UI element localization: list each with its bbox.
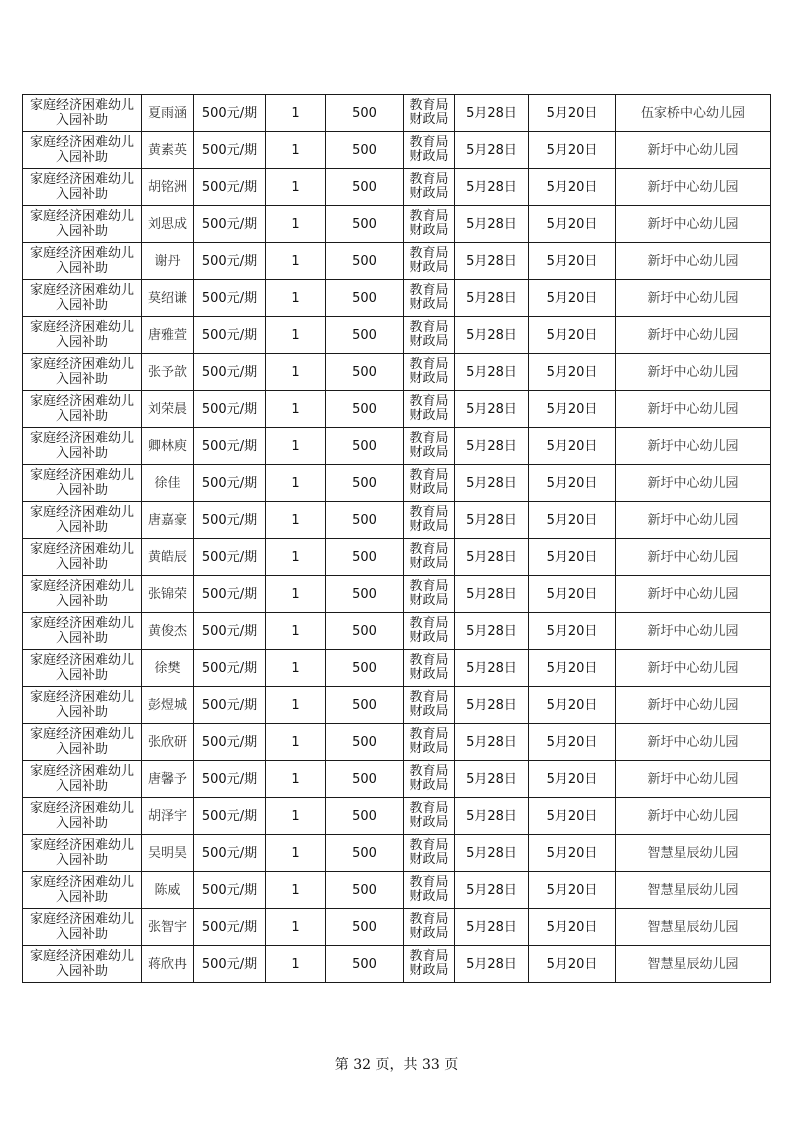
table-row [23,761,771,798]
child-name-cell: 胡铭洲 [142,169,194,206]
department-cell: 教育局财政局 [404,909,455,946]
department-cell: 教育局财政局 [404,502,455,539]
child-name-cell: 谢丹 [142,243,194,280]
table-row [23,946,771,983]
kindergarten-cell: 新圩中心幼儿园 [616,280,771,317]
date-cell: 5月20日 [529,428,616,465]
count-cell: 1 [266,169,326,206]
child-name-cell: 黄素英 [142,132,194,169]
department-cell: 教育局财政局 [404,539,455,576]
department-cell: 教育局财政局 [404,872,455,909]
date-cell: 5月20日 [529,724,616,761]
date-cell: 5月20日 [529,280,616,317]
subsidy-item-cell: 家庭经济困难幼儿入园补助 [23,465,142,502]
standard-cell: 500元/期 [194,539,266,576]
standard-cell: 500元/期 [194,613,266,650]
date-cell: 5月28日 [455,650,529,687]
date-cell: 5月20日 [529,835,616,872]
date-cell: 5月28日 [455,946,529,983]
date-cell: 5月28日 [455,909,529,946]
table-row [23,169,771,206]
count-cell: 1 [266,391,326,428]
standard-cell: 500元/期 [194,206,266,243]
date-cell: 5月28日 [455,798,529,835]
amount-cell: 500 [326,132,404,169]
amount-cell: 500 [326,835,404,872]
table-row [23,835,771,872]
department-cell: 教育局财政局 [404,687,455,724]
subsidy-item-cell: 家庭经济困难幼儿入园补助 [23,317,142,354]
date-cell: 5月28日 [455,576,529,613]
child-name-cell: 蒋欣冉 [142,946,194,983]
table-row [23,798,771,835]
amount-cell: 500 [326,169,404,206]
amount-cell: 500 [326,206,404,243]
date-cell: 5月20日 [529,95,616,132]
department-cell: 教育局财政局 [404,280,455,317]
table-row [23,317,771,354]
amount-cell: 500 [326,798,404,835]
standard-cell: 500元/期 [194,835,266,872]
table-row [23,576,771,613]
table-row [23,872,771,909]
subsidy-item-cell: 家庭经济困难幼儿入园补助 [23,243,142,280]
department-cell: 教育局财政局 [404,576,455,613]
page-footer: 第 32 页，共 33 页 [334,1057,459,1073]
table-row [23,280,771,317]
amount-cell: 500 [326,687,404,724]
standard-cell: 500元/期 [194,391,266,428]
date-cell: 5月20日 [529,502,616,539]
count-cell: 1 [266,465,326,502]
department-cell: 教育局财政局 [404,724,455,761]
subsidy-item-cell: 家庭经济困难幼儿入园补助 [23,206,142,243]
date-cell: 5月28日 [455,835,529,872]
count-cell: 1 [266,502,326,539]
amount-cell: 500 [326,650,404,687]
standard-cell: 500元/期 [194,280,266,317]
subsidy-item-cell: 家庭经济困难幼儿入园补助 [23,909,142,946]
date-cell: 5月28日 [455,872,529,909]
subsidy-item-cell: 家庭经济困难幼儿入园补助 [23,95,142,132]
subsidy-item-cell: 家庭经济困难幼儿入园补助 [23,576,142,613]
date-cell: 5月20日 [529,761,616,798]
subsidy-table [22,94,771,983]
count-cell: 1 [266,613,326,650]
table-row [23,687,771,724]
count-cell: 1 [266,206,326,243]
count-cell: 1 [266,576,326,613]
kindergarten-cell: 新圩中心幼儿园 [616,206,771,243]
date-cell: 5月28日 [455,132,529,169]
child-name-cell: 唐嘉豪 [142,502,194,539]
date-cell: 5月20日 [529,650,616,687]
subsidy-item-cell: 家庭经济困难幼儿入园补助 [23,872,142,909]
count-cell: 1 [266,835,326,872]
standard-cell: 500元/期 [194,428,266,465]
amount-cell: 500 [326,576,404,613]
date-cell: 5月20日 [529,872,616,909]
department-cell: 教育局财政局 [404,391,455,428]
subsidy-item-cell: 家庭经济困难幼儿入园补助 [23,613,142,650]
table-body [23,95,771,983]
kindergarten-cell: 新圩中心幼儿园 [616,502,771,539]
department-cell: 教育局财政局 [404,169,455,206]
standard-cell: 500元/期 [194,761,266,798]
table-row [23,539,771,576]
standard-cell: 500元/期 [194,95,266,132]
standard-cell: 500元/期 [194,243,266,280]
child-name-cell: 张予歆 [142,354,194,391]
date-cell: 5月28日 [455,687,529,724]
count-cell: 1 [266,280,326,317]
date-cell: 5月20日 [529,687,616,724]
date-cell: 5月20日 [529,391,616,428]
child-name-cell: 莫绍谦 [142,280,194,317]
date-cell: 5月20日 [529,798,616,835]
kindergarten-cell: 新圩中心幼儿园 [616,761,771,798]
department-cell: 教育局财政局 [404,428,455,465]
subsidy-item-cell: 家庭经济困难幼儿入园补助 [23,280,142,317]
kindergarten-cell: 新圩中心幼儿园 [616,132,771,169]
subsidy-item-cell: 家庭经济困难幼儿入园补助 [23,835,142,872]
kindergarten-cell: 新圩中心幼儿园 [616,576,771,613]
amount-cell: 500 [326,724,404,761]
subsidy-item-cell: 家庭经济困难幼儿入园补助 [23,169,142,206]
count-cell: 1 [266,798,326,835]
kindergarten-cell: 新圩中心幼儿园 [616,539,771,576]
date-cell: 5月20日 [529,169,616,206]
standard-cell: 500元/期 [194,724,266,761]
table-row [23,502,771,539]
department-cell: 教育局财政局 [404,946,455,983]
date-cell: 5月28日 [455,428,529,465]
count-cell: 1 [266,243,326,280]
count-cell: 1 [266,761,326,798]
standard-cell: 500元/期 [194,169,266,206]
department-cell: 教育局财政局 [404,132,455,169]
table-row [23,391,771,428]
date-cell: 5月28日 [455,95,529,132]
date-cell: 5月20日 [529,243,616,280]
count-cell: 1 [266,428,326,465]
kindergarten-cell: 新圩中心幼儿园 [616,169,771,206]
amount-cell: 500 [326,95,404,132]
child-name-cell: 吴明昊 [142,835,194,872]
kindergarten-cell: 新圩中心幼儿园 [616,243,771,280]
table-row [23,465,771,502]
date-cell: 5月20日 [529,354,616,391]
date-cell: 5月28日 [455,280,529,317]
date-cell: 5月20日 [529,206,616,243]
amount-cell: 500 [326,946,404,983]
kindergarten-cell: 新圩中心幼儿园 [616,798,771,835]
kindergarten-cell: 新圩中心幼儿园 [616,465,771,502]
department-cell: 教育局财政局 [404,317,455,354]
date-cell: 5月28日 [455,502,529,539]
amount-cell: 500 [326,317,404,354]
table-row [23,650,771,687]
child-name-cell: 陈威 [142,872,194,909]
child-name-cell: 夏雨涵 [142,95,194,132]
child-name-cell: 徐佳 [142,465,194,502]
kindergarten-cell: 新圩中心幼儿园 [616,650,771,687]
standard-cell: 500元/期 [194,798,266,835]
kindergarten-cell: 新圩中心幼儿园 [616,391,771,428]
child-name-cell: 张锦荣 [142,576,194,613]
standard-cell: 500元/期 [194,650,266,687]
date-cell: 5月28日 [455,465,529,502]
amount-cell: 500 [326,613,404,650]
subsidy-item-cell: 家庭经济困难幼儿入园补助 [23,946,142,983]
child-name-cell: 胡泽宇 [142,798,194,835]
date-cell: 5月20日 [529,465,616,502]
count-cell: 1 [266,539,326,576]
department-cell: 教育局财政局 [404,354,455,391]
standard-cell: 500元/期 [194,946,266,983]
kindergarten-cell: 新圩中心幼儿园 [616,354,771,391]
count-cell: 1 [266,317,326,354]
amount-cell: 500 [326,428,404,465]
amount-cell: 500 [326,909,404,946]
subsidy-item-cell: 家庭经济困难幼儿入园补助 [23,539,142,576]
count-cell: 1 [266,946,326,983]
kindergarten-cell: 智慧星辰幼儿园 [616,835,771,872]
standard-cell: 500元/期 [194,354,266,391]
table-row [23,909,771,946]
child-name-cell: 刘荣晨 [142,391,194,428]
date-cell: 5月20日 [529,539,616,576]
date-cell: 5月28日 [455,613,529,650]
date-cell: 5月20日 [529,317,616,354]
kindergarten-cell: 智慧星辰幼儿园 [616,909,771,946]
date-cell: 5月28日 [455,169,529,206]
child-name-cell: 张欣研 [142,724,194,761]
kindergarten-cell: 智慧星辰幼儿园 [616,946,771,983]
subsidy-item-cell: 家庭经济困难幼儿入园补助 [23,724,142,761]
count-cell: 1 [266,724,326,761]
count-cell: 1 [266,354,326,391]
child-name-cell: 黄俊杰 [142,613,194,650]
count-cell: 1 [266,132,326,169]
table-row [23,132,771,169]
amount-cell: 500 [326,354,404,391]
subsidy-item-cell: 家庭经济困难幼儿入园补助 [23,502,142,539]
subsidy-item-cell: 家庭经济困难幼儿入园补助 [23,798,142,835]
department-cell: 教育局财政局 [404,761,455,798]
standard-cell: 500元/期 [194,132,266,169]
subsidy-item-cell: 家庭经济困难幼儿入园补助 [23,428,142,465]
amount-cell: 500 [326,391,404,428]
table-row [23,95,771,132]
department-cell: 教育局财政局 [404,613,455,650]
table-row [23,724,771,761]
date-cell: 5月28日 [455,354,529,391]
amount-cell: 500 [326,243,404,280]
count-cell: 1 [266,650,326,687]
date-cell: 5月28日 [455,761,529,798]
count-cell: 1 [266,909,326,946]
amount-cell: 500 [326,872,404,909]
subsidy-item-cell: 家庭经济困难幼儿入园补助 [23,354,142,391]
subsidy-item-cell: 家庭经济困难幼儿入园补助 [23,391,142,428]
standard-cell: 500元/期 [194,317,266,354]
child-name-cell: 黄皓辰 [142,539,194,576]
subsidy-item-cell: 家庭经济困难幼儿入园补助 [23,650,142,687]
date-cell: 5月28日 [455,539,529,576]
kindergarten-cell: 伍家桥中心幼儿园 [616,95,771,132]
child-name-cell: 卿林庾 [142,428,194,465]
department-cell: 教育局财政局 [404,206,455,243]
child-name-cell: 彭煜城 [142,687,194,724]
department-cell: 教育局财政局 [404,798,455,835]
table-row [23,354,771,391]
count-cell: 1 [266,95,326,132]
department-cell: 教育局财政局 [404,243,455,280]
standard-cell: 500元/期 [194,576,266,613]
table-row [23,613,771,650]
date-cell: 5月28日 [455,317,529,354]
date-cell: 5月28日 [455,724,529,761]
standard-cell: 500元/期 [194,502,266,539]
standard-cell: 500元/期 [194,909,266,946]
subsidy-item-cell: 家庭经济困难幼儿入园补助 [23,132,142,169]
kindergarten-cell: 智慧星辰幼儿园 [616,872,771,909]
table-row [23,428,771,465]
child-name-cell: 唐雅萱 [142,317,194,354]
date-cell: 5月28日 [455,391,529,428]
amount-cell: 500 [326,465,404,502]
date-cell: 5月20日 [529,132,616,169]
date-cell: 5月20日 [529,613,616,650]
amount-cell: 500 [326,761,404,798]
date-cell: 5月20日 [529,576,616,613]
kindergarten-cell: 新圩中心幼儿园 [616,613,771,650]
standard-cell: 500元/期 [194,465,266,502]
date-cell: 5月28日 [455,206,529,243]
child-name-cell: 唐馨予 [142,761,194,798]
kindergarten-cell: 新圩中心幼儿园 [616,687,771,724]
child-name-cell: 徐樊 [142,650,194,687]
table-row [23,243,771,280]
kindergarten-cell: 新圩中心幼儿园 [616,724,771,761]
kindergarten-cell: 新圩中心幼儿园 [616,428,771,465]
count-cell: 1 [266,687,326,724]
date-cell: 5月20日 [529,946,616,983]
table-row [23,206,771,243]
count-cell: 1 [266,872,326,909]
kindergarten-cell: 新圩中心幼儿园 [616,317,771,354]
amount-cell: 500 [326,280,404,317]
department-cell: 教育局财政局 [404,650,455,687]
standard-cell: 500元/期 [194,872,266,909]
department-cell: 教育局财政局 [404,95,455,132]
date-cell: 5月20日 [529,909,616,946]
amount-cell: 500 [326,539,404,576]
child-name-cell: 刘思成 [142,206,194,243]
child-name-cell: 张智宇 [142,909,194,946]
amount-cell: 500 [326,502,404,539]
subsidy-item-cell: 家庭经济困难幼儿入园补助 [23,761,142,798]
standard-cell: 500元/期 [194,687,266,724]
date-cell: 5月28日 [455,243,529,280]
department-cell: 教育局财政局 [404,465,455,502]
department-cell: 教育局财政局 [404,835,455,872]
subsidy-item-cell: 家庭经济困难幼儿入园补助 [23,687,142,724]
